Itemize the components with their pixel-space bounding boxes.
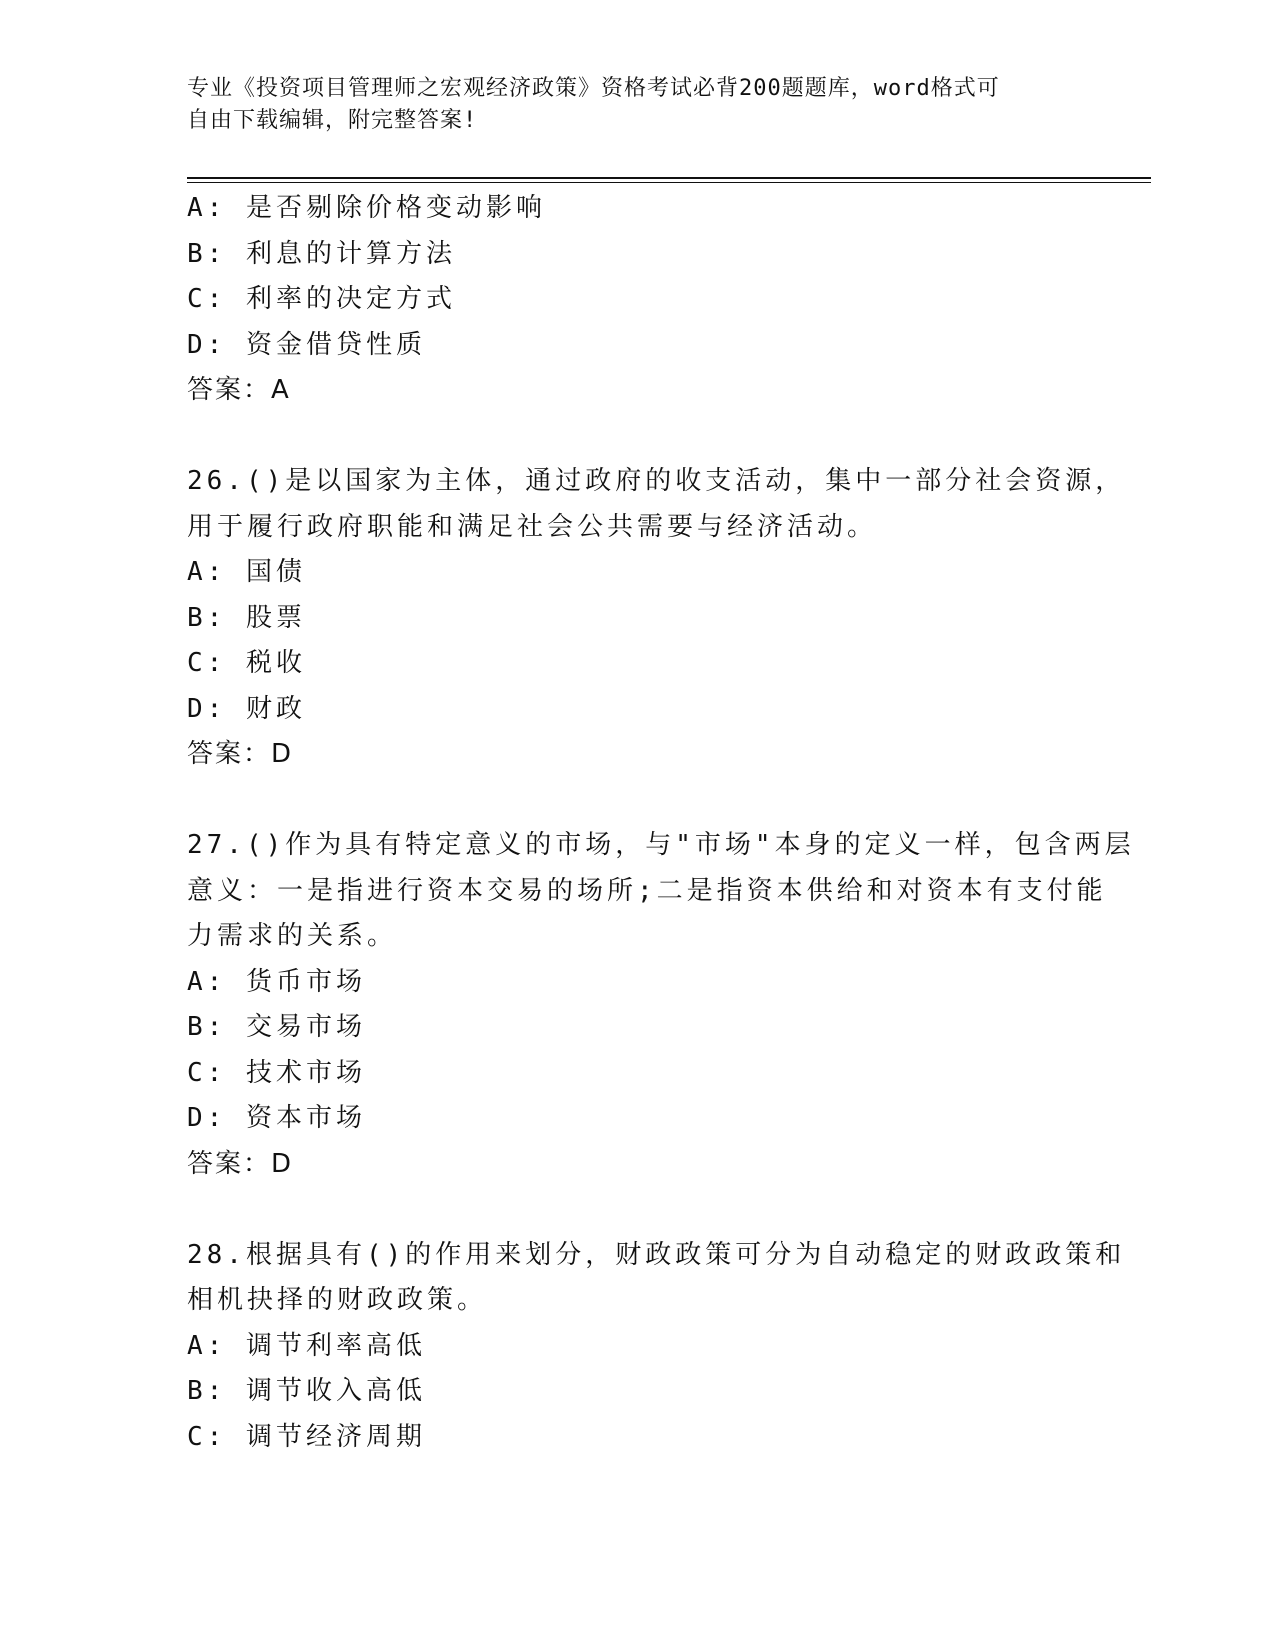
header-line-1: 专业《投资项目管理师之宏观经济政策》资格考试必背200题题库，word格式可 — [187, 76, 1000, 101]
option-c: C: 技术市场 — [187, 1057, 366, 1088]
header-line-2: 自由下载编辑，附完整答案! — [187, 108, 478, 133]
option-a: A: 调节利率高低 — [187, 1330, 426, 1361]
question-stem-line: 28.根据具有()的作用来划分，财政政策可分为自动稳定的财政政策和 — [187, 1239, 1126, 1270]
option-c: C: 调节经济周期 — [187, 1421, 426, 1452]
option-a: A: 国债 — [187, 557, 306, 587]
option-a: A: 是否剔除价格变动影响 — [187, 193, 546, 223]
answer: 答案：D — [187, 739, 294, 769]
question-stem-line: 27.()作为具有特定意义的市场，与"市场"本身的定义一样，包含两层 — [187, 830, 1135, 860]
option-c: C: 税收 — [187, 648, 306, 678]
question-stem-line: 力需求的关系。 — [187, 921, 398, 951]
header-rule-thin — [187, 182, 1151, 183]
spacer — [187, 778, 1087, 824]
answer: 答案：D — [187, 1148, 294, 1179]
option-b: B: 调节收入高低 — [187, 1376, 426, 1406]
question-25 — [187, 186, 1087, 414]
option-d: D: 财政 — [187, 693, 306, 724]
answer: 答案：A — [187, 375, 291, 405]
option-b: B: 利息的计算方法 — [187, 238, 456, 269]
question-26 — [187, 459, 1126, 778]
document-header — [187, 73, 1067, 137]
option-c: C: 利率的决定方式 — [187, 284, 456, 314]
option-b: B: 股票 — [187, 602, 306, 633]
question-28 — [187, 1233, 1126, 1461]
question-27 — [187, 823, 1135, 1187]
option-d: D: 资金借贷性质 — [187, 329, 426, 360]
header-rule-thick — [187, 177, 1151, 179]
option-d: D: 资本市场 — [187, 1103, 366, 1133]
spacer — [187, 1187, 1087, 1233]
question-stem-line: 用于履行政府职能和满足社会公共需要与经济活动。 — [187, 511, 878, 542]
option-a: A: 货币市场 — [187, 966, 366, 997]
spacer — [187, 414, 1087, 460]
question-list — [187, 186, 1135, 1460]
question-stem-line: 26.()是以国家为主体，通过政府的收支活动，集中一部分社会资源， — [187, 466, 1126, 496]
question-stem-line: 相机抉择的财政政策。 — [187, 1285, 488, 1315]
question-stem-line: 意义：一是指进行资本交易的场所;二是指资本供给和对资本有支付能 — [187, 875, 1107, 906]
option-b: B: 交易市场 — [187, 1012, 366, 1042]
